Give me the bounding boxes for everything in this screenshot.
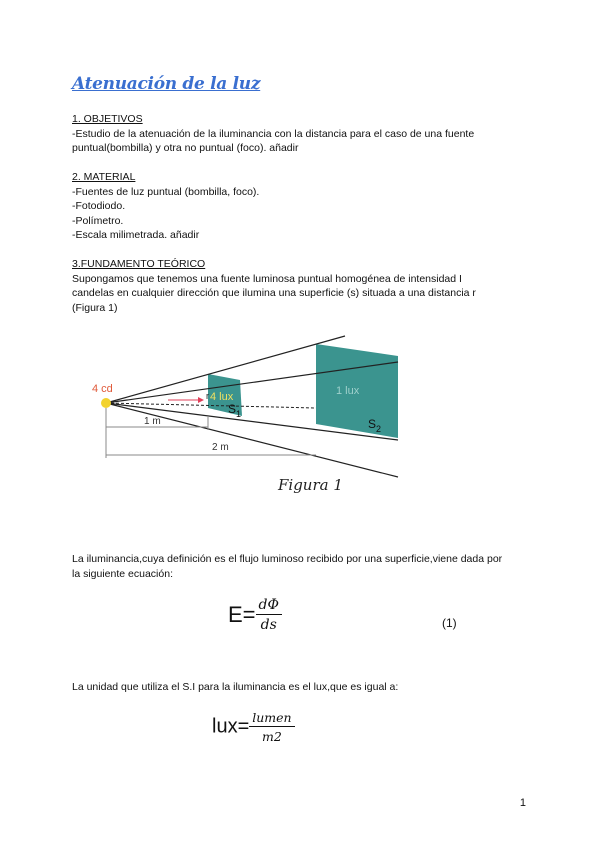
fundamento-line-2: candelas en cualquier dirección que ilumina una superficie (s) situada a una distancia r [72, 287, 476, 300]
page-number: 1 [519, 797, 526, 809]
equation-1-denominator: ds [260, 617, 277, 633]
objetivos-line-1: -Estudio de la atenuación de la iluminancia con la distancia para el caso de una fuente [72, 127, 475, 140]
equation-1-number: (1) [442, 616, 457, 630]
equation-1-numerator: dΦ [256, 597, 282, 615]
r-label: r [206, 391, 209, 401]
unidad-text: La unidad que utiliza el S.I para la iluminancia es el lux,que es igual a: [72, 681, 399, 693]
equation-2-denominator: m2 [262, 729, 282, 744]
material-item: -Fuentes de luz puntual (bombilla, foco). [72, 185, 260, 198]
figure-caption: Figura 1 [278, 476, 343, 494]
near-lux-label: 4 lux [210, 391, 234, 403]
material-heading: 2. MATERIAL [72, 171, 136, 183]
fundamento-line-1: Supongamos que tenemos una fuente luminosa puntual homogénea de intensidad I [72, 272, 462, 285]
s1-label: $S_1$ [228, 402, 242, 419]
equation-2-numerator: lumen [249, 710, 294, 727]
fundamento-line-3: (Figura 1) [72, 301, 118, 314]
iluminancia-line-2: la siguiente ecuación: [72, 567, 173, 580]
far-lux-label: 1 lux [336, 385, 360, 397]
iluminancia-paragraph [72, 552, 532, 581]
equation-2-lhs: lux= [212, 715, 250, 738]
s2-label: $S_2$ [368, 417, 382, 434]
objetivos-line-2: puntual(bombilla) y otra no puntual (foco). añadir [72, 142, 299, 155]
light-source [101, 398, 111, 408]
fundamento-heading: 3.FUNDAMENTO TEÓRICO [72, 258, 206, 270]
equation-1-fraction [256, 597, 282, 633]
material-section [72, 170, 532, 243]
material-item: -Escala milimetrada. añadir [72, 229, 200, 242]
r-arrow-head [198, 397, 204, 403]
distance-1m-label: 1 m [144, 416, 161, 427]
material-item: -Fotodiodo. [72, 200, 126, 213]
fundamento-section [72, 257, 532, 315]
source-intensity-label: 4 cd [92, 383, 113, 395]
material-item: -Polímetro. [72, 214, 124, 227]
iluminancia-line-1: La iluminancia,cuya definición es el flujo luminoso recibido por una superficie,viene dada por [72, 553, 503, 565]
equation-1-lhs: E= [228, 602, 256, 627]
distance-2m-label: 2 m [212, 442, 229, 453]
equation-2-fraction [249, 710, 294, 744]
objetivos-section [72, 112, 532, 156]
objetivos-heading: 1. OBJETIVOS [72, 113, 143, 125]
page-title: Atenuación de la luz [72, 74, 261, 94]
equation-2 [212, 710, 295, 744]
figure-1-diagram [80, 330, 410, 500]
equation-1 [228, 597, 282, 633]
